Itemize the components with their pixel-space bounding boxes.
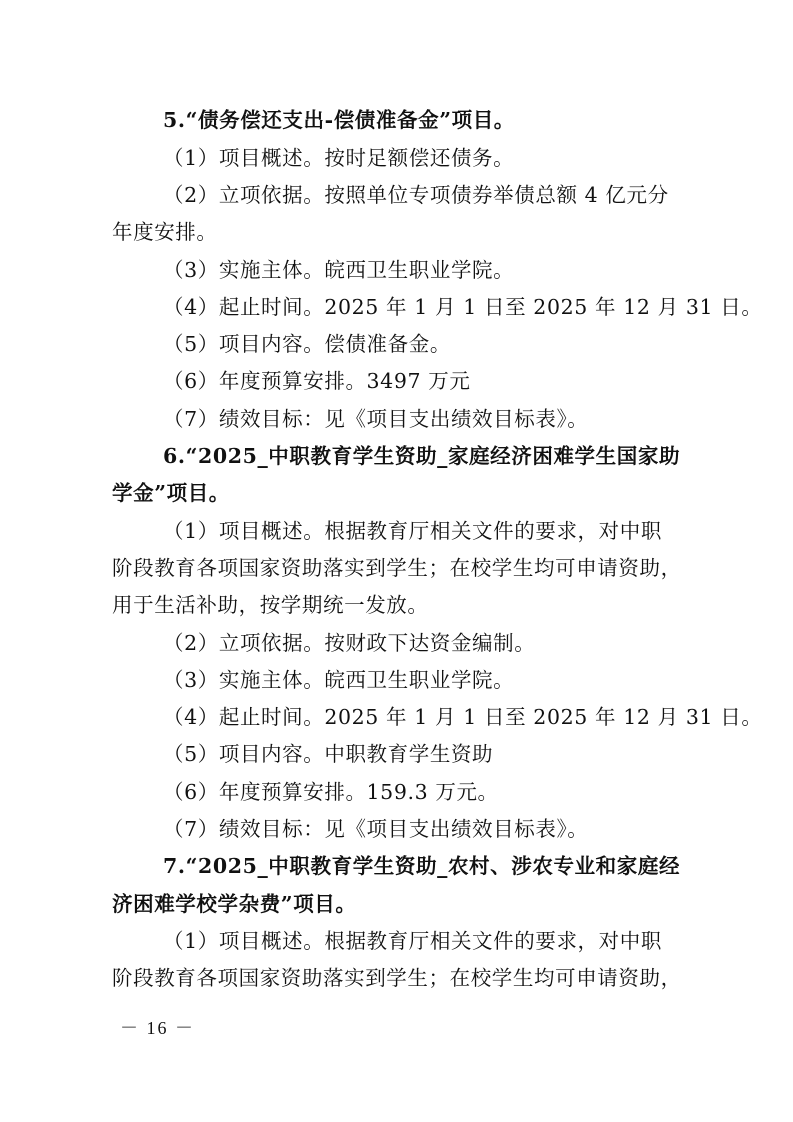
heading-item-6: 6.“2025_中职教育学生资助_家庭经济困难学生国家助 xyxy=(163,444,681,468)
heading-item-6-cont: 学金”项目。 xyxy=(112,481,230,505)
paragraph-line: （5）项目内容。中职教育学生资助 xyxy=(163,742,494,766)
paragraph-line: （6）年度预算安排。159.3 万元。 xyxy=(163,780,499,804)
heading-item-7: 7.“2025_中职教育学生资助_农村、涉农专业和家庭经 xyxy=(163,854,681,878)
paragraph-line: （5）项目内容。偿债准备金。 xyxy=(163,332,451,356)
heading-item-5: 5.“债务偿还支出-偿债准备金”项目。 xyxy=(163,108,515,132)
paragraph-line: （6）年度预算安排。3497 万元 xyxy=(163,369,471,393)
paragraph-line: （1）项目概述。按时足额偿还债务。 xyxy=(163,146,515,170)
paragraph-line: 阶段教育各项国家资助落实到学生；在校学生均可申请资助， xyxy=(112,556,682,580)
paragraph-line: （2）立项依据。按财政下达资金编制。 xyxy=(163,631,536,655)
paragraph-line: （4）起止时间。2025 年 1 月 1 日至 2025 年 12 月 31 日。 xyxy=(163,705,763,729)
paragraph-line: （1）项目概述。根据教育厅相关文件的要求，对中职 xyxy=(163,929,662,953)
paragraph-line: （4）起止时间。2025 年 1 月 1 日至 2025 年 12 月 31 日。 xyxy=(163,295,763,319)
paragraph-line: （1）项目概述。根据教育厅相关文件的要求，对中职 xyxy=(163,519,662,543)
heading-item-7-cont: 济困难学校学杂费”项目。 xyxy=(112,892,357,916)
paragraph-line: （7）绩效目标：见《项目支出绩效目标表》。 xyxy=(163,407,589,431)
paragraph-line: （7）绩效目标：见《项目支出绩效目标表》。 xyxy=(163,817,589,841)
paragraph-line: （3）实施主体。皖西卫生职业学院。 xyxy=(163,668,515,692)
paragraph-line: 用于生活补助，按学期统一发放。 xyxy=(112,593,429,617)
paragraph-line: 阶段教育各项国家资助落实到学生；在校学生均可申请资助， xyxy=(112,966,682,990)
paragraph-line: （2）立项依据。按照单位专项债券举债总额 4 亿元分 xyxy=(163,183,669,207)
paragraph-line: （3）实施主体。皖西卫生职业学院。 xyxy=(163,258,515,282)
page-number: － 16 － xyxy=(120,1018,195,1038)
paragraph-line: 年度安排。 xyxy=(112,220,218,244)
